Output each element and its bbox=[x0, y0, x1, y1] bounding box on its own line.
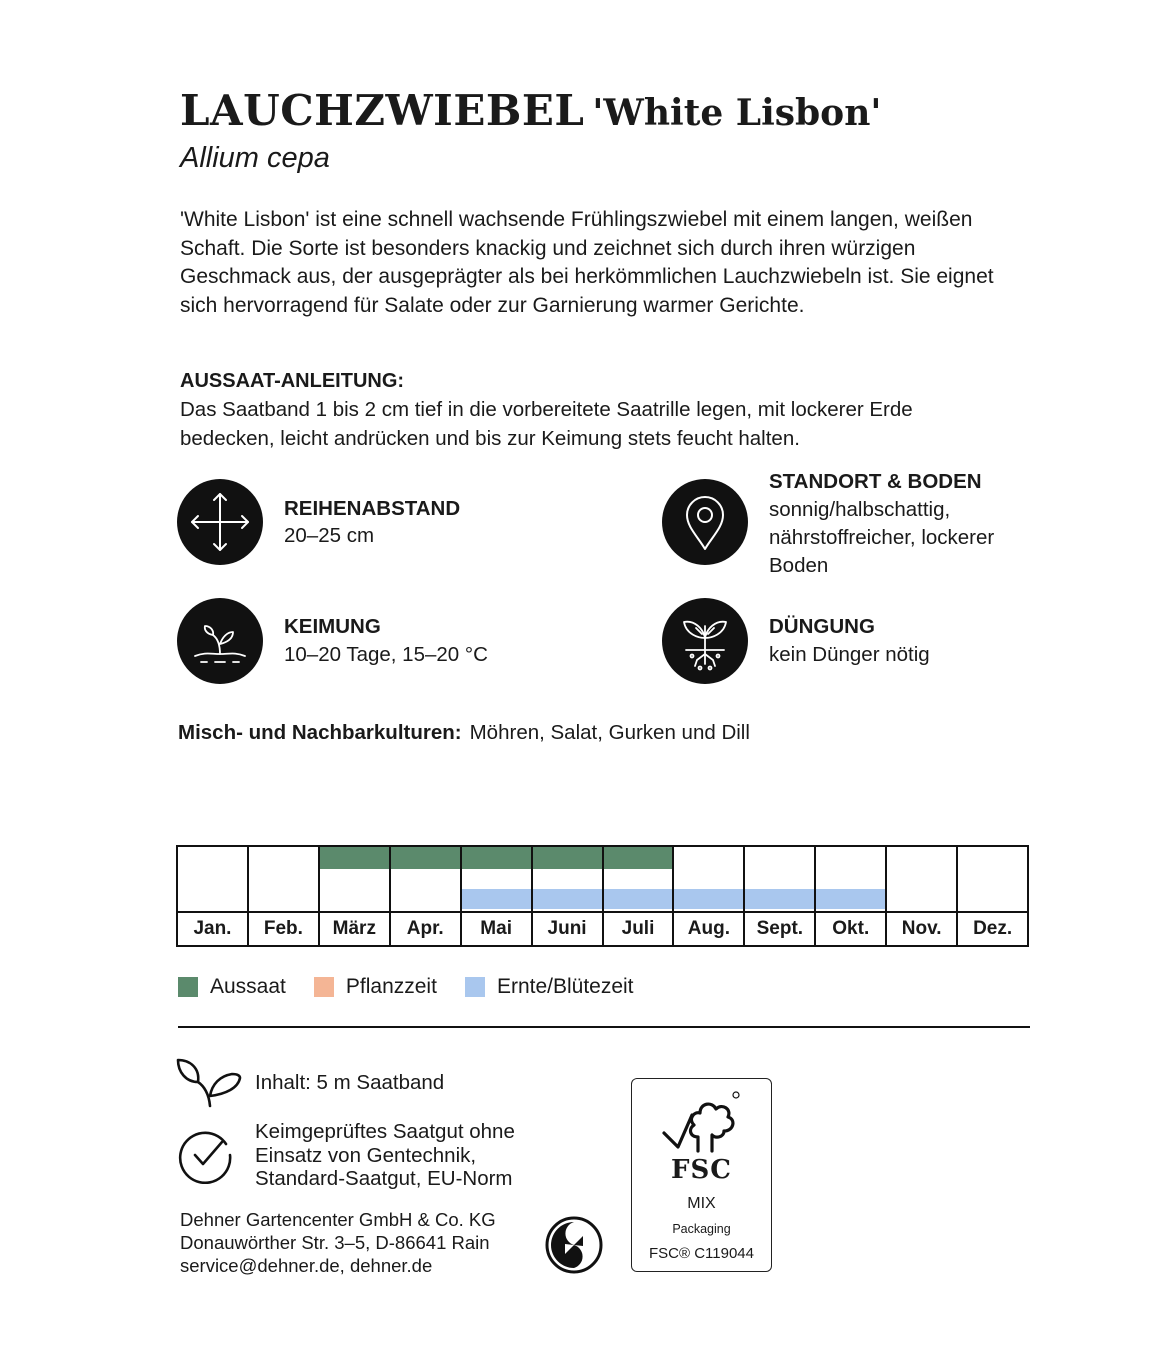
companion-plants bbox=[178, 721, 750, 745]
month-label: Feb. bbox=[249, 911, 318, 945]
intro-text: 'White Lisbon' ist eine schnell wachsende Frühlingszwiebel mit einem langen, weißen Schaft. Die Sorte ist besonders knackig und zeichnet sich durch ihren würzigen Geschmack aus, der ausgeprägter als bei herkömmlichen Lauchzwiebeln ist. Sie eignet sich hervorragend für Salate oder zur Garnierung warmer Gerichte. bbox=[180, 208, 994, 317]
legend-label: Ernte/Blütezeit bbox=[496, 975, 634, 998]
company-street: Donauwörther Str. 3–5, D-86641 Rain bbox=[180, 1232, 490, 1253]
legend-label: Pflanzzeit bbox=[345, 975, 437, 998]
company-contact: service@dehner.de, dehner.de bbox=[180, 1255, 433, 1276]
month-label: Juli bbox=[604, 911, 673, 945]
sowing-heading: AUSSAAT-ANLEITUNG: bbox=[180, 370, 405, 392]
fsc-mix: MIX bbox=[687, 1195, 716, 1212]
checkmark-circle-icon bbox=[176, 1126, 234, 1188]
company-address bbox=[180, 1208, 496, 1277]
location-pin-icon bbox=[662, 479, 748, 565]
harvest-bar bbox=[816, 889, 885, 909]
content-amount: Inhalt: 5 m Saatband bbox=[255, 1071, 445, 1094]
growing-calendar bbox=[176, 845, 1029, 947]
month-label: Nov. bbox=[887, 911, 956, 945]
arrows-move-icon bbox=[177, 479, 263, 565]
seedling-icon bbox=[177, 598, 263, 684]
legend-swatch bbox=[314, 977, 334, 997]
month-label: Aug. bbox=[674, 911, 743, 945]
sowing-bar bbox=[320, 847, 389, 869]
calendar-month bbox=[745, 847, 816, 945]
divider bbox=[178, 1026, 1030, 1028]
legend-swatch bbox=[465, 977, 485, 997]
harvest-bar bbox=[745, 889, 814, 909]
calendar-month bbox=[462, 847, 533, 945]
germination-heading: KEIMUNG bbox=[284, 615, 381, 638]
harvest-bar bbox=[462, 889, 531, 909]
legend-label: Aussaat bbox=[210, 975, 286, 998]
month-label: Jan. bbox=[178, 911, 247, 945]
calendar-month bbox=[887, 847, 958, 945]
calendar-month bbox=[533, 847, 604, 945]
companion-value: Möhren, Salat, Gurken und Dill bbox=[469, 721, 750, 744]
germination-value: 10–20 Tage, 15–20 °C bbox=[284, 643, 488, 666]
fsc-tree-icon bbox=[658, 1087, 748, 1159]
spacing-value: 20–25 cm bbox=[284, 524, 375, 547]
product-name: LAUCHZWIEBEL bbox=[180, 86, 585, 135]
month-label: Juni bbox=[533, 911, 602, 945]
location-value: sonnig/halbschattig, nährstoffreicher, lockerer Boden bbox=[769, 498, 995, 577]
product-title bbox=[180, 86, 881, 135]
fsc-code: FSC® C119044 bbox=[649, 1245, 754, 1262]
fsc-logo bbox=[631, 1078, 772, 1272]
sowing-text: Das Saatband 1 bis 2 cm tief in die vorbereitete Saatrille legen, mit lockerer Erde bedecken, leicht andrücken und bis zur Keimung stets feucht halten. bbox=[180, 398, 913, 450]
legend-item bbox=[178, 975, 286, 999]
latin-name: Allium cepa bbox=[180, 142, 330, 174]
calendar-month bbox=[604, 847, 675, 945]
fsc-wordmark: FSC bbox=[671, 1155, 732, 1185]
companion-label: Misch- und Nachbarkulturen: bbox=[178, 721, 462, 744]
month-label: März bbox=[320, 911, 389, 945]
legend-swatch bbox=[178, 977, 198, 997]
company-name: Dehner Gartencenter GmbH & Co. KG bbox=[180, 1209, 496, 1230]
fsc-packaging: Packaging bbox=[672, 1222, 731, 1236]
month-label: Mai bbox=[462, 911, 531, 945]
month-label: Apr. bbox=[391, 911, 460, 945]
calendar-legend bbox=[178, 975, 662, 999]
product-variety: 'White Lisbon' bbox=[592, 92, 882, 134]
calendar-month bbox=[178, 847, 249, 945]
sowing-bar bbox=[391, 847, 460, 869]
harvest-bar bbox=[533, 889, 602, 909]
calendar-month bbox=[674, 847, 745, 945]
calendar-month bbox=[249, 847, 320, 945]
calendar-month bbox=[958, 847, 1027, 945]
fertilizer-value: kein Dünger nötig bbox=[769, 643, 930, 666]
harvest-bar bbox=[604, 889, 673, 909]
sowing-bar bbox=[604, 847, 673, 869]
spacing-heading: REIHENABSTAND bbox=[284, 497, 461, 520]
legend-item bbox=[314, 975, 437, 999]
month-label: Sept. bbox=[745, 911, 814, 945]
legend-item bbox=[465, 975, 634, 999]
month-label: Dez. bbox=[958, 911, 1027, 945]
seed-quality: Keimgeprüftes Saatgut ohne Einsatz von Gentechnik, Standard-Saatgut, EU-Norm bbox=[255, 1120, 515, 1190]
location-heading: STANDORT & BODEN bbox=[769, 470, 982, 493]
calendar-month bbox=[816, 847, 887, 945]
plant-roots-icon bbox=[662, 598, 748, 684]
sowing-bar bbox=[533, 847, 602, 869]
harvest-bar bbox=[674, 889, 743, 909]
fertilizer-heading: DÜNGUNG bbox=[769, 615, 875, 638]
calendar-month bbox=[391, 847, 462, 945]
month-label: Okt. bbox=[816, 911, 885, 945]
green-dot-recycle-icon bbox=[545, 1216, 603, 1274]
sowing-bar bbox=[462, 847, 531, 869]
leaf-icon bbox=[174, 1056, 244, 1114]
calendar-month bbox=[320, 847, 391, 945]
